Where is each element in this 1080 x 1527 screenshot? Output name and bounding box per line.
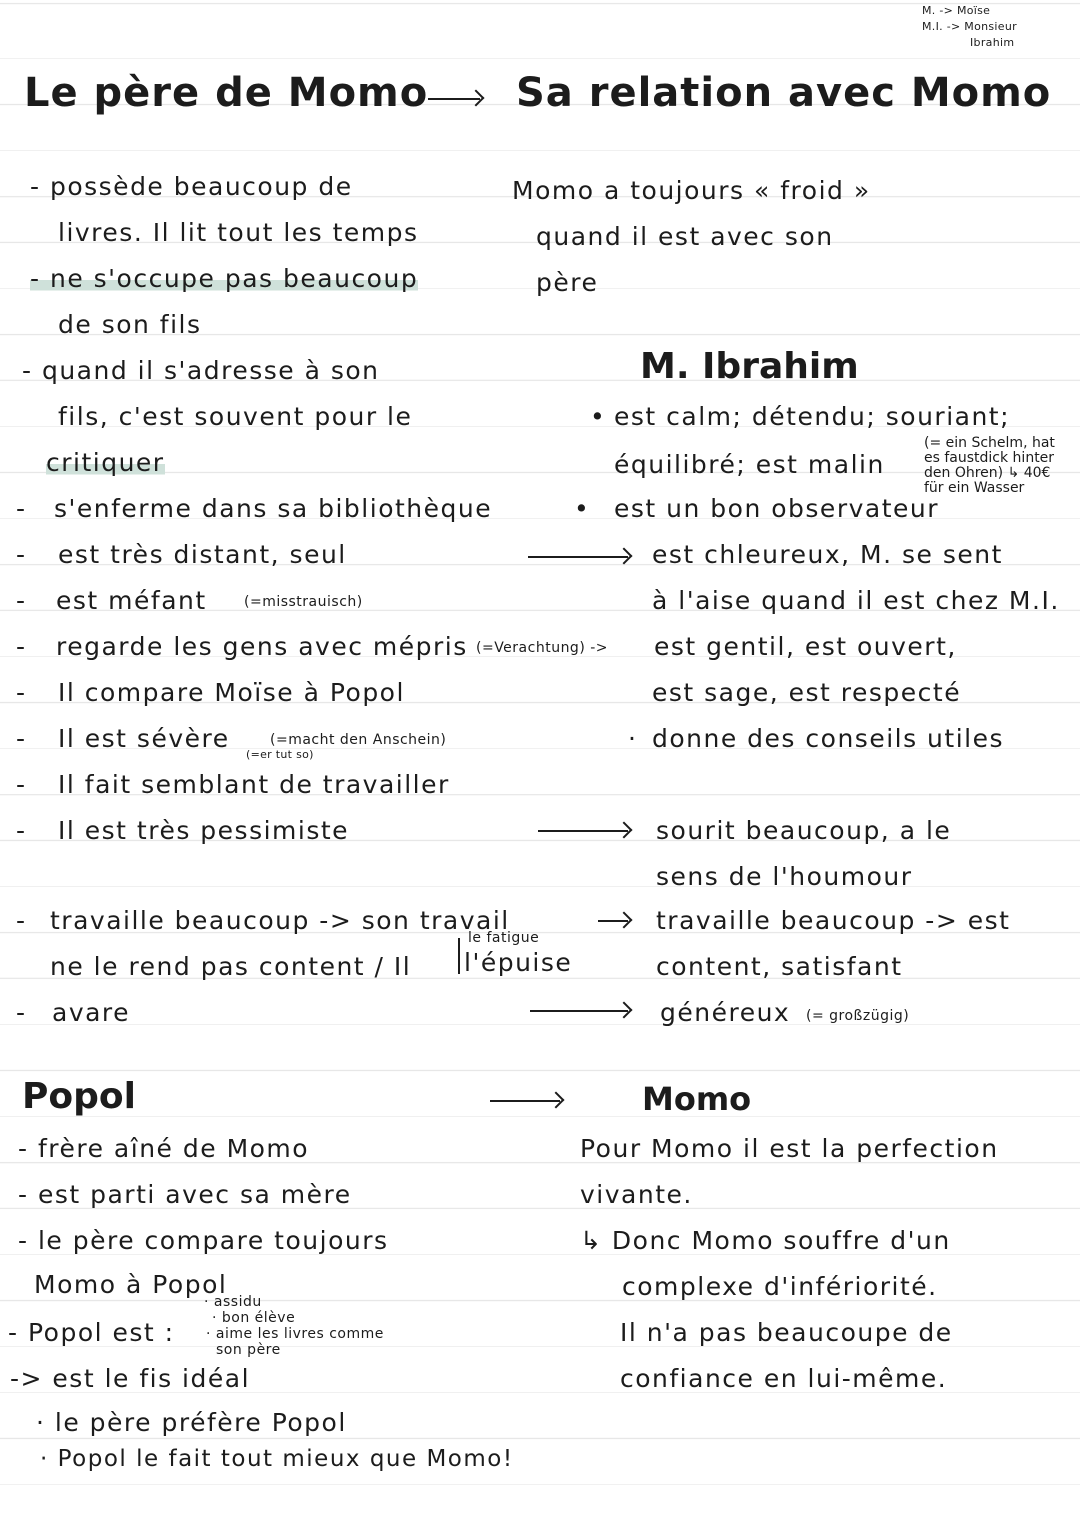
pere-line-12: Il compare Moïse à Popol [58,678,405,707]
bracket-line [458,938,460,974]
popol-line-2: - est parti avec sa mère [18,1180,352,1209]
popol-trait-1: · assidu [204,1294,262,1310]
pere-line-5: - quand il s'adresse à son [22,356,380,385]
pere-line-8: s'enferme dans sa bibliothèque [54,494,493,523]
pere-line-17: ne le rend pas content / Il [50,952,412,981]
popol-line-1: - frère aîné de Momo [18,1134,310,1163]
pere-line-13-note: (=macht den Anschein) [270,732,447,748]
bullet: • [574,494,591,523]
arrow [598,920,628,922]
momo-line-4: complexe d'infériorité. [622,1272,938,1301]
ibrahim-line-11: travaille beaucoup -> est [656,906,1011,935]
heading-relation: Sa relation avec Momo [516,70,1052,116]
arrow [530,1010,628,1012]
pere-line-13-note2: (=er tut so) [246,748,314,761]
ibrahim-line-1: est calm; détendu; souriant; [614,402,1011,431]
relation-line-2: quand il est avec son [536,222,834,251]
heading-arrow-2 [490,1100,560,1102]
pere-line-11-note: (=Verachtung) -> [476,640,609,656]
momo-line-5: Il n'a pas beaucoupe de [620,1318,953,1347]
dash: - [16,906,27,935]
dash: - [16,586,27,615]
bullet: · [628,724,638,753]
momo-line-3: ↳ Donc Momo souffre d'un [580,1226,951,1255]
dash: - [16,494,27,523]
heading-popol: Popol [22,1076,136,1117]
dash: - [16,678,27,707]
dash: - [16,724,27,753]
heading-momo: Momo [642,1080,752,1118]
pere-line-11: regarde les gens avec mépris [56,632,468,661]
heading-arrow [428,98,480,100]
dash: - [16,632,27,661]
popol-line-7: · le père préfère Popol [36,1408,347,1437]
ibrahim-line-13: généreux [660,998,791,1027]
ibrahim-line-10: sens de l'houmour [656,862,913,891]
pere-line-9: est très distant, seul [58,540,347,569]
pere-line-6: fils, c'est souvent pour le [58,402,413,431]
pere-line-15: Il est très pessimiste [58,816,350,845]
relation-line-1: Momo a toujours « froid » [512,176,871,205]
pere-line-18: avare [52,998,131,1027]
pere-line-3: - ne s'occupe pas beaucoup [30,264,419,293]
heading-ibrahim: M. Ibrahim [640,346,859,387]
pere-line-17-alt: l'épuise [464,948,573,977]
momo-line-6: confiance en lui-même. [620,1364,948,1393]
dash: - [16,998,27,1027]
ibrahim-line-13-note: (= großzügig) [806,1008,910,1024]
ibrahim-line-2: équilibré; est malin [614,450,885,479]
ibrahim-line-7: est sage, est respecté [652,678,962,707]
ibrahim-line-6: est gentil, est ouvert, [654,632,957,661]
ibrahim-line-8: donne des conseils utiles [652,724,1005,753]
popol-trait-3: · aime les livres comme [206,1326,384,1342]
pere-line-2: livres. Il lit tout les temps [58,218,419,247]
bullet: • [590,402,607,431]
pere-line-17-note: le fatigue [468,930,540,946]
dash: - [16,816,27,845]
popol-line-3: - le père compare toujours [18,1226,389,1255]
relation-line-3: père [536,268,599,297]
popol-line-6: -> est le fis idéal [10,1364,251,1393]
momo-line-2: vivante. [580,1180,693,1209]
heading-pere: Le père de Momo [24,70,429,116]
ibrahim-line-3: est un bon observateur [614,494,940,523]
pere-line-10: est méfant [56,586,207,615]
pere-line-7: critiquer [46,448,165,477]
popol-trait-4: son père [216,1342,281,1358]
abbrev-moise: M. -> Moïse [922,4,991,17]
dash: - [16,770,27,799]
pere-line-4: de son fils [58,310,202,339]
pere-line-10-note: (=misstrauisch) [244,594,363,610]
popol-line-4: Momo à Popol [34,1270,228,1299]
ibrahim-line-12: content, satisfant [656,952,903,981]
arrow [538,830,628,832]
pere-line-14: Il fait semblant de travailler [58,770,450,799]
pere-line-13: Il est sévère [58,724,230,753]
ibrahim-line-5: à l'aise quand il est chez M.I. [652,586,1060,615]
ibrahim-line-2-note: (= ein Schelm, hat es faustdick hinter den Ohren) ↳ 40€ für ein Wasser [924,435,1055,496]
popol-trait-2: · bon élève [212,1310,296,1326]
abbrev-monsieur: M.I. -> Monsieur [922,20,1017,33]
ibrahim-line-9: sourit beaucoup, a le [656,816,952,845]
dash: - [16,540,27,569]
popol-line-8: · Popol le fait tout mieux que Momo! [40,1446,514,1472]
popol-line-5: - Popol est : [8,1318,175,1347]
pere-line-1: - possède beaucoup de [30,172,353,201]
pere-line-16: travaille beaucoup -> son travail [50,906,510,935]
arrow [528,556,628,558]
ibrahim-line-4: est chleureux, M. se sent [652,540,1003,569]
abbrev-ibrahim: Ibrahim [970,36,1015,49]
momo-line-1: Pour Momo il est la perfection [580,1134,999,1163]
